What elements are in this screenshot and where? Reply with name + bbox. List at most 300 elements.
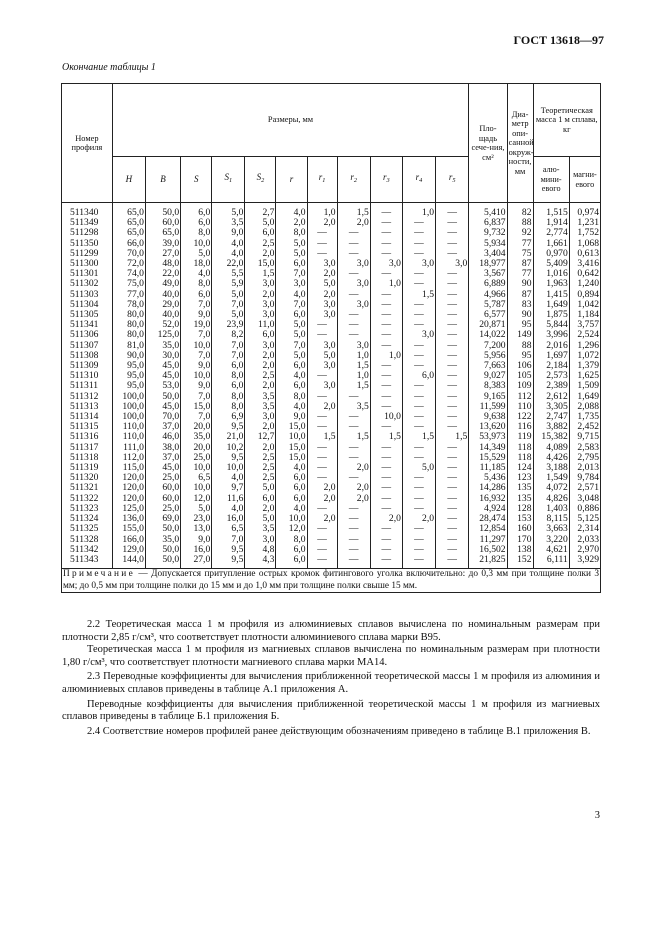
table-cell: 11,297 [469,535,507,545]
table-cell: 40,0 [145,310,180,320]
table-cell: — [436,422,469,432]
table-cell: 1,042 [569,300,600,310]
table-cell: 2,0 [245,290,276,300]
table-cell: 9,5 [212,555,245,569]
table-cell: 3,0 [245,412,276,422]
table-cell: 39,0 [145,239,180,249]
table-cell: 3,882 [533,422,569,432]
table-cell: — [307,524,337,534]
table-cell: 9,165 [469,392,507,402]
table-cell: — [436,203,469,219]
table-cell: 2,573 [533,371,569,381]
table-cell: 5,0 [276,239,307,249]
table-cell: 135 [507,483,533,493]
table-cell: — [370,504,402,514]
table-cell: 3,404 [469,249,507,259]
table-cell: 11,0 [245,320,276,330]
table-cell: 511322 [62,494,113,504]
table-cell: 45,0 [145,361,180,371]
table-cell: 1,0 [370,351,402,361]
table-cell: 2,5 [245,371,276,381]
table-cell: — [436,320,469,330]
table-cell: — [402,545,435,555]
table-cell: — [370,310,402,320]
table-cell: 5,409 [533,259,569,269]
table-cell: — [337,555,370,569]
table-cell: 5,956 [469,351,507,361]
table-cell: — [370,239,402,249]
table-cell: — [402,422,435,432]
table-cell: 511313 [62,402,113,412]
table-cell: 4,0 [276,290,307,300]
table-cell: 18,0 [181,259,212,269]
table-cell: 2,088 [569,402,600,412]
table-cell: 4,0 [276,371,307,381]
table-cell: — [307,545,337,555]
table-cell: 511341 [62,320,113,330]
table-cell: — [337,535,370,545]
table-cell: — [402,392,435,402]
table-cell: 3,0 [337,279,370,289]
table-cell: 125,0 [145,330,180,340]
table-cell: 4,8 [245,545,276,555]
table-cell: 3,305 [533,402,569,412]
table-cell: 7,0 [181,300,212,310]
table-cell: 118 [507,453,533,463]
table-cell: 110,0 [112,422,145,432]
header-r2: $r_2$ [337,157,370,203]
table-cell: 10,0 [181,463,212,473]
table-cell: 1,735 [569,412,600,422]
table-cell: 60,0 [145,218,180,228]
table-cell: 2,0 [245,422,276,432]
table-cell: — [402,239,435,249]
table-cell: 8,383 [469,381,507,391]
table-cell: 511321 [62,483,113,493]
table-cell: — [307,535,337,545]
table-cell: — [436,279,469,289]
table-cell: 11,185 [469,463,507,473]
table-cell: — [402,494,435,504]
table-cell: 77 [507,239,533,249]
table-cell: 116 [507,422,533,432]
table-cell: 136,0 [112,514,145,524]
table-cell: 511340 [62,203,113,219]
table-cell: 75,0 [112,279,145,289]
paragraph: Переводные коэффициенты для вычисления приближенной теоретической массы 1 м профиля из магниевых сплавов приведены в таблице Б.1 приложения Б. [62,698,600,723]
table-cell: — [370,269,402,279]
table-cell: — [436,239,469,249]
table-cell: 1,5 [245,269,276,279]
table-cell: 14,349 [469,443,507,453]
paragraph: 2.3 Переводные коэффициенты для вычисления приближенной теоретической массы 1 м профиля из алюминия и алюминиевых сплавов приведены в таблице А.1 приложения А. [62,671,600,695]
paragraph: Теоретическая масса 1 м профиля из магниевых сплавов вычислена по номинальным размерам при плотности 1,80 г/см³, что соответствует плотности магниевого сплава марки МА14. [62,644,600,668]
table-cell: 6,0 [276,483,307,493]
table-cell: 5,0 [212,310,245,320]
table-cell: — [370,203,402,219]
table-cell: 1,625 [569,371,600,381]
table-cell: — [370,361,402,371]
table-cell: 7,0 [276,269,307,279]
table-cell: 2,0 [245,381,276,391]
table-cell: — [436,392,469,402]
table-cell: — [370,300,402,310]
table-cell: 135 [507,494,533,504]
table-cell: — [370,228,402,238]
table-cell: 15,0 [276,453,307,463]
table-cell: 5,0 [212,290,245,300]
table-cell: — [436,514,469,524]
table-cell: — [436,269,469,279]
table-cell: — [307,422,337,432]
table-cell: 7,0 [276,300,307,310]
table-cell: — [402,218,435,228]
table-cell: 25,0 [145,504,180,514]
table-cell: 120,0 [112,494,145,504]
table-cell: — [436,494,469,504]
table-cell: 9,784 [569,473,600,483]
table-cell: 22,0 [212,259,245,269]
table-cell: 1,0 [402,203,435,219]
table-cell: — [402,535,435,545]
table-cell: 2,0 [337,483,370,493]
table-cell: 3,0 [307,381,337,391]
table-cell: 15,0 [276,443,307,453]
table-cell: 7,0 [212,300,245,310]
table-cell: 511307 [62,341,113,351]
table-cell: 100,0 [112,402,145,412]
table-cell: 160 [507,524,533,534]
table-cell: — [337,412,370,422]
table-cell: 5,0 [307,351,337,361]
table-cell: 6,0 [276,259,307,269]
table-cell: 4,0 [276,203,307,219]
table-cell: 8,0 [276,228,307,238]
table-cell: 3,0 [337,300,370,310]
table-cell: 14,022 [469,330,507,340]
table-cell: 4,0 [212,239,245,249]
table-cell: 511302 [62,279,113,289]
table-cell: — [370,494,402,504]
table-cell: 6,0 [276,381,307,391]
table-cell: 40,0 [145,290,180,300]
table-row [62,524,601,534]
table-cell: 50,0 [145,203,180,219]
table-cell: 2,0 [337,463,370,473]
table-cell: 3,0 [307,300,337,310]
table-cell: 4,3 [245,555,276,569]
table-cell: 18,977 [469,259,507,269]
header-mass-magnesium: магни-евого [569,157,600,203]
table-cell: 109 [507,381,533,391]
table-cell: 19,0 [181,320,212,330]
table-cell: 1,5 [337,381,370,391]
table-cell: 511328 [62,535,113,545]
table-cell: 14,286 [469,483,507,493]
table-cell: 2,5 [245,239,276,249]
table-cell: 45,0 [145,463,180,473]
table-cell: — [337,290,370,300]
table-cell: 2,452 [569,422,600,432]
table-cell: 16,0 [181,545,212,555]
table-cell: 511299 [62,249,113,259]
table-cell: — [436,483,469,493]
table-cell: 78,0 [112,300,145,310]
table-note [62,569,601,593]
table-cell: 77,0 [112,290,145,300]
table-cell: 9,638 [469,412,507,422]
table-cell: 0,613 [569,249,600,259]
table-cell: 1,0 [337,351,370,361]
table-cell: 0,974 [569,203,600,219]
table-cell: 4,426 [533,453,569,463]
table-cell: 2,0 [337,218,370,228]
table-cell: 10,0 [370,412,402,422]
table-cell: 110,0 [112,432,145,442]
table-cell: 2,5 [245,473,276,483]
table-cell: 10,2 [212,443,245,453]
table-cell: 13,620 [469,422,507,432]
table-cell: 1,0 [370,279,402,289]
table-cell: 120,0 [112,483,145,493]
table-cell: 65,0 [112,228,145,238]
table-cell: 2,016 [533,341,569,351]
table-cell: 38,0 [145,443,180,453]
table-cell: — [337,330,370,340]
paragraph: 2.4 Соответствие номеров профилей ранее действующим обозначениям приведено в таблице В.1 приложения В. [87,725,591,737]
table-cell: 9,5 [212,453,245,463]
table-cell: 1,549 [533,473,569,483]
table-cell: 6,577 [469,310,507,320]
table-cell: 45,0 [145,371,180,381]
table-cell: 2,5 [245,453,276,463]
table-cell: 8,0 [276,392,307,402]
table-cell: 5,0 [276,351,307,361]
table-cell: 2,389 [533,381,569,391]
table-cell: 3,0 [245,310,276,320]
header-b: B [145,157,180,203]
table-cell: 3,0 [307,259,337,269]
table-cell: — [402,351,435,361]
table-cell: 106 [507,361,533,371]
table-caption: Окончание таблицы 1 [62,62,156,73]
table-cell: 53,0 [145,381,180,391]
table-cell: — [370,402,402,412]
table-cell: 119 [507,432,533,442]
table-cell: 3,5 [245,402,276,412]
table-cell: 95,0 [112,381,145,391]
table-cell: 3,663 [533,524,569,534]
table-cell: 4,924 [469,504,507,514]
table-cell: 4,0 [181,269,212,279]
table-cell: 10,0 [181,341,212,351]
table-cell: — [370,555,402,569]
table-cell: 25,0 [181,453,212,463]
table-cell: 511306 [62,330,113,340]
table-cell: 9,0 [212,228,245,238]
table-cell: 2,0 [245,443,276,453]
table-cell: 2,0 [307,402,337,412]
table-cell: 2,747 [533,412,569,422]
table-cell: 13,0 [181,524,212,534]
table-cell: 2,0 [307,494,337,504]
table-cell: 1,515 [533,203,569,219]
table-cell: — [307,320,337,330]
table-cell: 3,0 [245,300,276,310]
table-cell: 95 [507,351,533,361]
table-cell: — [370,330,402,340]
table-cell: 90,0 [112,351,145,361]
table-cell: — [402,412,435,422]
table-cell: 83 [507,300,533,310]
table-cell: — [436,330,469,340]
table-cell: — [370,218,402,228]
table-cell: — [436,504,469,514]
table-cell: 7,663 [469,361,507,371]
table-cell: 9,0 [181,310,212,320]
table-cell: 12,0 [276,524,307,534]
table-cell: — [307,443,337,453]
table-cell: 3,0 [337,259,370,269]
table-cell: 6,0 [181,290,212,300]
table-cell: — [402,269,435,279]
table-cell: — [307,555,337,569]
table-cell: 16,932 [469,494,507,504]
table-cell: — [402,320,435,330]
table-cell: 11,599 [469,402,507,412]
table-cell: 5,410 [469,203,507,219]
table-cell: 511310 [62,371,113,381]
header-s1: $S_1$ [212,157,245,203]
table-cell: 4,0 [212,249,245,259]
table-cell: 8,0 [212,402,245,412]
table-cell: — [370,371,402,381]
table-cell: — [436,555,469,569]
table-cell: 6,889 [469,279,507,289]
table-cell: 152 [507,555,533,569]
table-cell: 6,0 [276,545,307,555]
table-cell: 511303 [62,290,113,300]
table-cell: 1,0 [307,203,337,219]
table-cell: 9,0 [276,412,307,422]
table-cell: — [402,555,435,569]
table-cell: — [370,463,402,473]
table-cell: — [307,412,337,422]
table-cell: 35,0 [145,341,180,351]
table-cell: — [402,310,435,320]
table-cell: 12,0 [181,494,212,504]
table-cell: — [307,392,337,402]
table-cell: 12,7 [245,432,276,442]
table-cell: — [436,341,469,351]
table-cell: 4,0 [276,504,307,514]
table-cell: 511304 [62,300,113,310]
table-cell: 5,0 [181,504,212,514]
table-cell: 7,0 [276,341,307,351]
table-cell: 16,0 [212,514,245,524]
table-cell: 100,0 [112,392,145,402]
table-cell: 7,0 [181,330,212,340]
table-cell: 2,0 [245,504,276,514]
table-cell: — [436,290,469,300]
table-cell: 3,0 [370,259,402,269]
table-cell: 5,787 [469,300,507,310]
table-cell: 2,0 [245,361,276,371]
table-cell: 4,0 [276,463,307,473]
table-cell: 511308 [62,351,113,361]
table-cell: — [370,443,402,453]
table-cell: 511318 [62,453,113,463]
table-cell: 37,0 [145,422,180,432]
table-cell: 9,5 [212,545,245,555]
note-label: Примечание [63,569,135,580]
table-cell: 9,0 [181,361,212,371]
table-cell: 10,0 [276,432,307,442]
table-cell: 6,9 [212,412,245,422]
table-cell: 95,0 [112,361,145,371]
table-cell: 511320 [62,473,113,483]
table-cell: 2,0 [245,249,276,259]
table-cell: 65,0 [112,218,145,228]
table-cell: — [307,228,337,238]
table-cell: 511349 [62,218,113,228]
table-cell: 66,0 [112,239,145,249]
table-cell: 20,871 [469,320,507,330]
table-cell: — [436,371,469,381]
table-cell: — [307,453,337,463]
table-cell: 30,0 [145,351,180,361]
table-cell: 35,0 [145,535,180,545]
table-cell: 4,089 [533,443,569,453]
table-cell: — [370,545,402,555]
table-cell: 9,715 [569,432,600,442]
table-cell: 27,0 [145,249,180,259]
paragraph: 2.2 Теоретическая масса 1 м профиля из алюминиевых сплавов вычислена по номинальным размерам при плотности 2,85 г/см³, что соответствует плотности алюминиевого сплава марки В95. [62,619,600,643]
table-cell: 1,403 [533,504,569,514]
table-cell: — [370,320,402,330]
table-cell: 80,0 [112,330,145,340]
table-cell: 2,612 [533,392,569,402]
table-cell: 65,0 [112,203,145,219]
table-cell: 170 [507,535,533,545]
table-row [62,203,601,219]
table-cell: 75 [507,249,533,259]
table-cell: 80,0 [112,320,145,330]
table-cell: — [402,524,435,534]
table-cell: 1,016 [533,269,569,279]
table-cell: 8,0 [181,279,212,289]
table-cell: 110 [507,402,533,412]
table-cell: 7,0 [181,412,212,422]
table-cell: 70,0 [145,412,180,422]
table-cell: 37,0 [145,453,180,463]
table-cell: — [436,310,469,320]
table-cell: 65,0 [145,228,180,238]
table-cell: 6,0 [245,330,276,340]
table-cell: — [370,483,402,493]
table-cell: 2,0 [245,351,276,361]
table-cell: — [370,381,402,391]
table-cell: 45,0 [145,402,180,412]
table-cell: — [402,504,435,514]
table-cell: — [436,300,469,310]
table-cell: 3,0 [307,310,337,320]
table-cell: — [436,545,469,555]
table-cell: 3,416 [569,259,600,269]
table-cell: 15,0 [276,422,307,432]
header-profile-no: Номер профиля [62,84,113,203]
table-cell: 511311 [62,381,113,391]
